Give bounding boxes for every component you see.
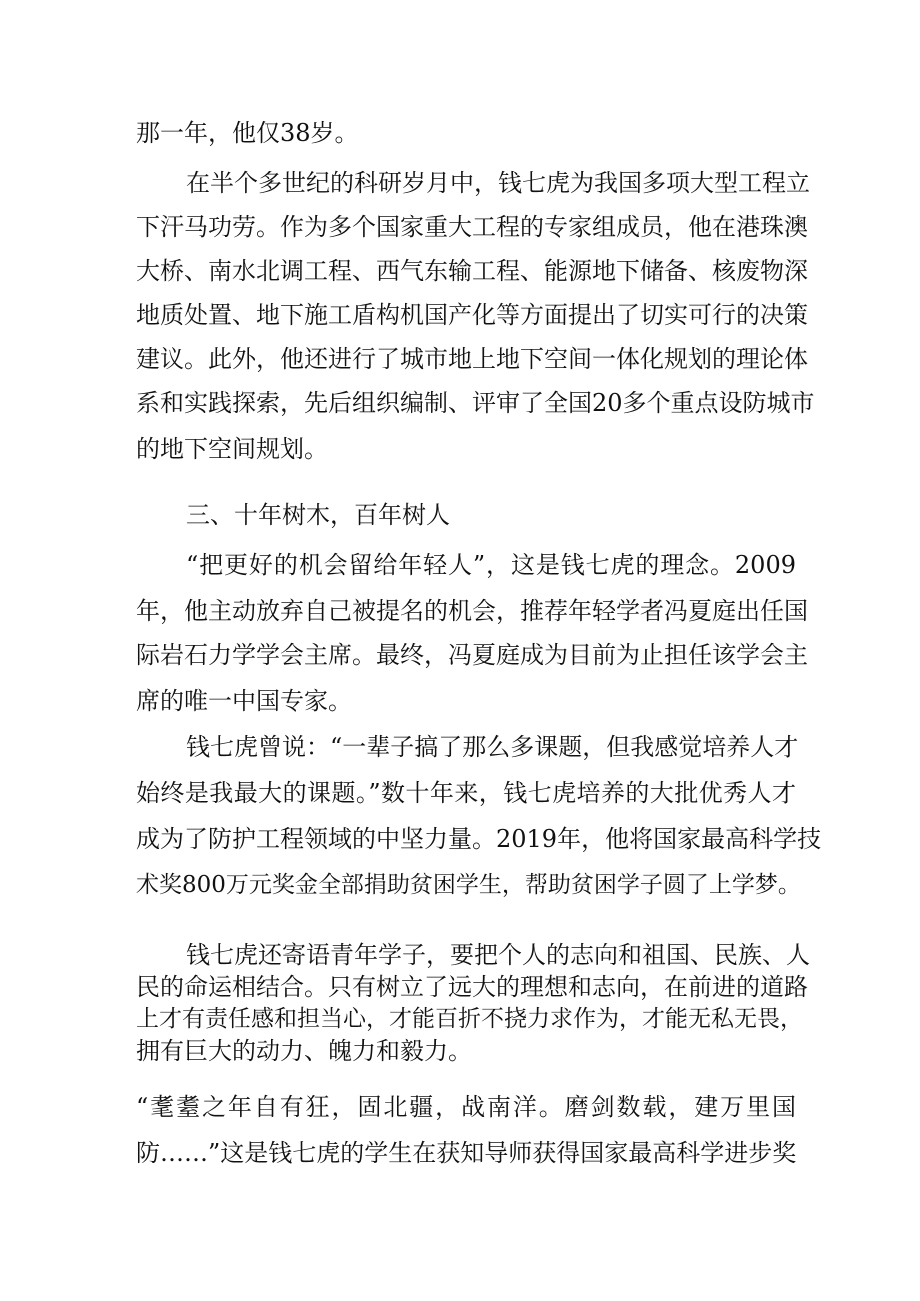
body-line: 钱七虎曾说：“一辈子搞了那么多课题，但我感觉培养人才 <box>186 733 799 761</box>
body-line: 成为了防护工程领域的中坚力量。2019年，他将国家最高科学技 <box>136 825 822 853</box>
body-line: 建议。此外，他还进行了城市地上地下空间一体化规划的理论体 <box>136 345 808 373</box>
body-line: 民的命运相结合。只有树立了远大的理想和志向，在前进的道路 <box>136 973 808 1001</box>
body-line: 的地下空间规划。 <box>136 435 328 463</box>
section-heading: 三、十年树木，百年树人 <box>186 501 450 529</box>
body-line: 在半个多世纪的科研岁月中，钱七虎为我国多项大型工程立 <box>186 169 810 197</box>
body-line: 拥有巨大的动力、魄力和毅力。 <box>136 1037 472 1065</box>
body-line: 钱七虎还寄语青年学子，要把个人的志向和祖国、民族、人 <box>186 941 810 969</box>
body-line: 年，他主动放弃自己被提名的机会，推荐年轻学者冯夏庭出任国 <box>136 597 808 625</box>
body-line: 际岩石力学学会主席。最终，冯夏庭成为目前为止担任该学会主 <box>136 641 808 669</box>
body-line: “把更好的机会留给年轻人”，这是钱七虎的理念。2009 <box>186 551 796 579</box>
body-line: 那一年，他仅38岁。 <box>136 119 359 147</box>
body-line: 大桥、南水北调工程、西气东输工程、能源地下储备、核废物深 <box>136 257 808 285</box>
body-line: 术奖800万元奖金全部捐助贫困学生，帮助贫困学子圆了上学梦。 <box>136 872 801 898</box>
body-line: 下汗马功劳。作为多个国家重大工程的专家组成员，他在港珠澳 <box>136 213 808 241</box>
body-line: 地质处置、地下施工盾构机国产化等方面提出了切实可行的决策 <box>136 301 808 329</box>
body-line: 系和实践探索，先后组织编制、评审了全国20多个重点设防城市 <box>136 389 815 417</box>
body-line: “耄耋之年自有狂，固北疆，战南洋。磨剑数载，建万里国 <box>136 1093 796 1121</box>
body-line: 始终是我最大的课题。”数十年来，钱七虎培养的大批优秀人才 <box>136 779 796 807</box>
body-line: 上才有责任感和担当心，才能百折不挠力求作为，才能无私无畏， <box>136 1006 803 1032</box>
body-line: 席的唯一中国专家。 <box>136 687 352 715</box>
body-line: 防……”这是钱七虎的学生在获知导师获得国家最高科学进步奖 <box>136 1139 797 1167</box>
